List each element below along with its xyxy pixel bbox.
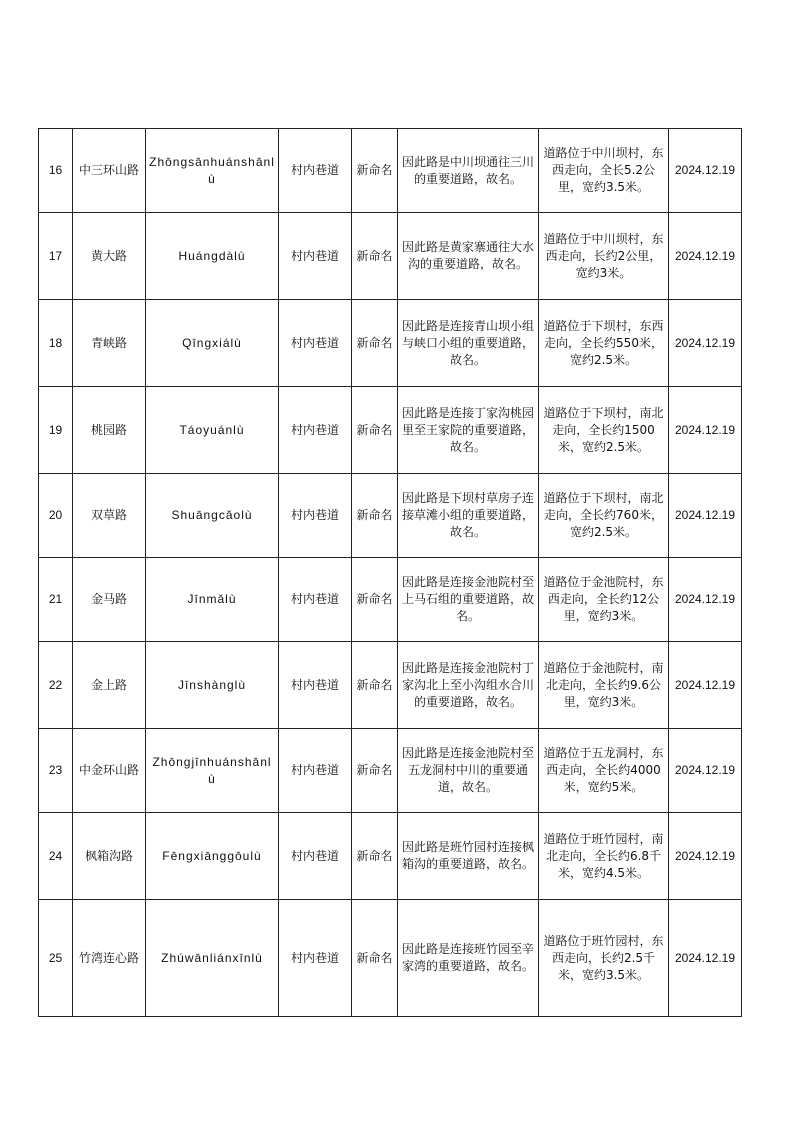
row-number: 24 [39,813,73,900]
road-name: 金上路 [73,642,146,729]
road-pinyin: Zhōngjīnhuánshānlù [146,729,279,813]
road-pinyin: Jīnshànglù [146,642,279,729]
road-type: 村内巷道 [279,474,352,558]
row-number: 21 [39,558,73,642]
naming-reason: 因此路是连接金池院村至上马石组的重要道路，故名。 [398,558,539,642]
road-type: 村内巷道 [279,129,352,213]
naming-date: 2024.12.19 [669,213,742,300]
row-number: 17 [39,213,73,300]
naming-reason: 因此路是连接丁家沟桃园里至王家院的重要道路，故名。 [398,387,539,474]
road-name: 桃园路 [73,387,146,474]
road-pinyin: Qīngxiálù [146,300,279,387]
road-location: 道路位于金池院村，南北走向，全长约9.6公里，宽约3米。 [539,642,669,729]
naming-date: 2024.12.19 [669,129,742,213]
road-naming-table [38,128,742,1017]
road-name: 黄大路 [73,213,146,300]
road-location: 道路位于班竹园村，南北走向，全长约6.8千米，宽约4.5米。 [539,813,669,900]
road-type: 村内巷道 [279,729,352,813]
naming-reason: 因此路是中川坝通往三川的重要道路，故名。 [398,129,539,213]
table-body [39,129,742,1017]
naming-category: 新命名 [352,900,398,1017]
naming-reason: 因此路是连接金池院村至五龙洞村中川的重要通道，故名。 [398,729,539,813]
road-name: 青峡路 [73,300,146,387]
road-location: 道路位于金池院村，东西走向，全长约12公里，宽约3米。 [539,558,669,642]
road-location: 道路位于下坝村，东西走向，全长约550米，宽约2.5米。 [539,300,669,387]
naming-category: 新命名 [352,558,398,642]
naming-reason: 因此路是连接金池院村丁家沟北上至小沟组水合川的重要道路，故名。 [398,642,539,729]
naming-date: 2024.12.19 [669,900,742,1017]
row-number: 18 [39,300,73,387]
road-name: 中三环山路 [73,129,146,213]
road-pinyin: Huángdàlù [146,213,279,300]
naming-reason: 因此路是下坝村草房子连接草滩小组的重要道路，故名。 [398,474,539,558]
road-name: 金马路 [73,558,146,642]
naming-date: 2024.12.19 [669,387,742,474]
table-row [39,900,742,1017]
row-number: 20 [39,474,73,558]
row-number: 22 [39,642,73,729]
road-type: 村内巷道 [279,813,352,900]
row-number: 25 [39,900,73,1017]
naming-reason: 因此路是连接青山坝小组与峡口小组的重要道路，故名。 [398,300,539,387]
table-row [39,474,742,558]
road-location: 道路位于五龙洞村，东西走向，全长约4000米，宽约5米。 [539,729,669,813]
road-pinyin: Fēngxiānggōulù [146,813,279,900]
naming-reason: 因此路是班竹园村连接枫箱沟的重要道路，故名。 [398,813,539,900]
naming-category: 新命名 [352,729,398,813]
road-type: 村内巷道 [279,387,352,474]
road-location: 道路位于班竹园村，东西走向，长约2.5千米，宽约3.5米。 [539,900,669,1017]
road-type: 村内巷道 [279,300,352,387]
naming-date: 2024.12.19 [669,813,742,900]
road-name: 中金环山路 [73,729,146,813]
road-location: 道路位于中川坝村，东西走向，全长5.2公里，宽约3.5米。 [539,129,669,213]
road-pinyin: Táoyuánlù [146,387,279,474]
road-pinyin: Zhúwānliánxīnlù [146,900,279,1017]
naming-reason: 因此路是黄家寨通往大水沟的重要道路，故名。 [398,213,539,300]
road-pinyin: Jīnmǎlù [146,558,279,642]
table-row [39,387,742,474]
naming-category: 新命名 [352,213,398,300]
row-number: 16 [39,129,73,213]
road-type: 村内巷道 [279,213,352,300]
naming-category: 新命名 [352,474,398,558]
road-pinyin: Shuāngcǎolù [146,474,279,558]
row-number: 23 [39,729,73,813]
naming-category: 新命名 [352,387,398,474]
naming-date: 2024.12.19 [669,558,742,642]
road-name: 双草路 [73,474,146,558]
naming-date: 2024.12.19 [669,300,742,387]
naming-category: 新命名 [352,813,398,900]
road-pinyin: Zhōngsānhuánshānlù [146,129,279,213]
naming-date: 2024.12.19 [669,729,742,813]
naming-date: 2024.12.19 [669,474,742,558]
road-location: 道路位于下坝村，南北走向，全长约1500米，宽约2.5米。 [539,387,669,474]
road-location: 道路位于中川坝村，东西走向，长约2公里，宽约3米。 [539,213,669,300]
table-row [39,642,742,729]
row-number: 19 [39,387,73,474]
table-row [39,213,742,300]
naming-reason: 因此路是连接班竹园至辛家湾的重要道路，故名。 [398,900,539,1017]
naming-category: 新命名 [352,129,398,213]
road-type: 村内巷道 [279,642,352,729]
table-row [39,558,742,642]
road-name: 枫箱沟路 [73,813,146,900]
road-location: 道路位于下坝村，南北走向，全长约760米，宽约2.5米。 [539,474,669,558]
table-row [39,300,742,387]
table-row [39,813,742,900]
road-name: 竹湾连心路 [73,900,146,1017]
naming-date: 2024.12.19 [669,642,742,729]
table-row [39,129,742,213]
naming-category: 新命名 [352,642,398,729]
road-type: 村内巷道 [279,558,352,642]
table-row [39,729,742,813]
naming-category: 新命名 [352,300,398,387]
road-type: 村内巷道 [279,900,352,1017]
